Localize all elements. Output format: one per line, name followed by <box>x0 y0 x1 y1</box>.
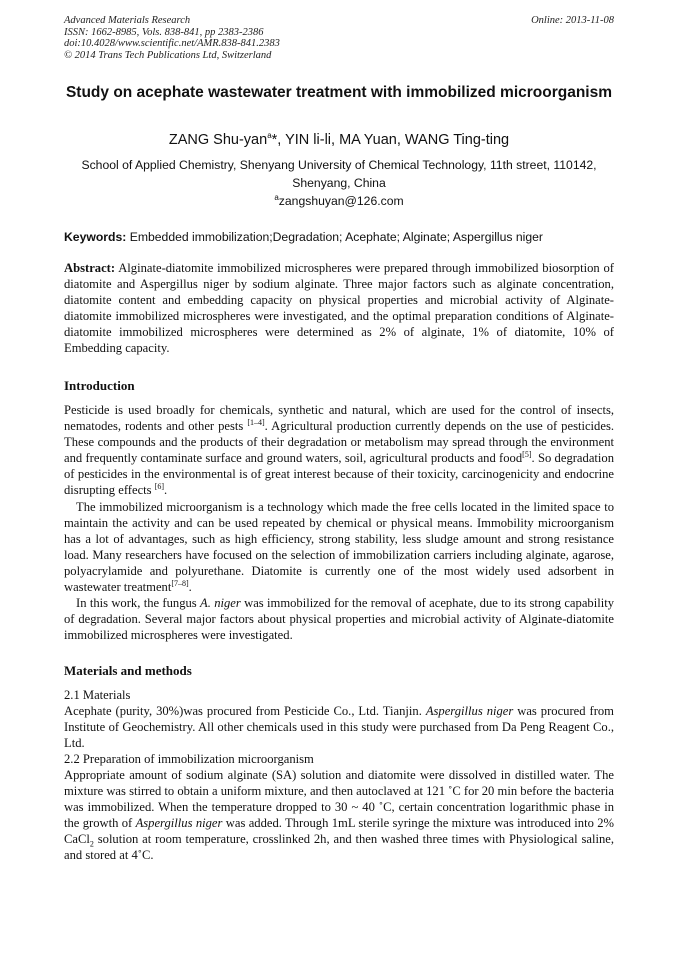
materials-paragraph <box>64 703 614 751</box>
intro-paragraph-3 <box>64 595 614 643</box>
subsection-heading-materials: 2.1 Materials <box>64 688 131 702</box>
paper-title: Study on acephate wastewater treatment with immobilized microorganism <box>65 84 613 101</box>
preparation-text-c: solution at room temperature, crosslinked 2h, and then washed three times with Physiological saline, and stored at 4˚C. <box>64 832 614 863</box>
intro-p3-text-b: was immobilized for the removal of acephate, due to its strong capability of degradation. Several major factors about physical properties and microbial activity of Alginate-diatomite immobilized microspheres were investigated. <box>64 596 614 643</box>
affiliation: School of Applied Chemistry, Shenyang University of Chemical Technology, 11th street, 110142, Shenyang, China <box>81 158 597 190</box>
email-affil-mark: a <box>274 192 279 202</box>
email-address[interactable]: zangshuyan@126.com <box>278 194 404 208</box>
species-name: Aspergillus niger <box>135 816 223 831</box>
section-heading-materials-methods: Materials and methods <box>64 663 192 678</box>
citation-ref[interactable]: [6] <box>154 482 165 492</box>
preparation-text-b: was added. Through 1mL sterile syringe the mixture was introduced into 2% CaCl <box>64 816 614 847</box>
keywords-label: Keywords: <box>64 230 127 244</box>
intro-p3-text-a: In this work, the fungus <box>76 596 201 610</box>
materials-text-a: Acephate (purity, 30%)was procured from Pesticide Co., Ltd. Tianjin. <box>64 704 426 718</box>
doi-line[interactable]: doi:10.4028/www.scientific.net/AMR.838-841.2383 <box>64 38 280 50</box>
intro-p2-text-a: The immobilized microorganism is a technology which made the free cells located in the limited space to maintain the activity and can be used repeated by chemical or physical means. Immobility microorganism has a lot of advantages, such as high efficiency, strong stability, less sludge amount and strong resistance load. Many researchers have focused on the selection of immobilization carriers including alginate, agarose, polyacrylamide and polyurethane. Diatomite is currently one of the most widely used adsorbent in wastewater treatment <box>64 500 614 595</box>
online-date: Online: 2013-11-08 <box>531 15 614 26</box>
intro-p1-text-c: . So degradation of pesticides in the environmental is of great interest because of their toxicity, carcinogenicity and endocrine disrupting effects <box>64 451 614 498</box>
author-list <box>64 131 614 149</box>
author-rest: YIN li-li, MA Yuan, WANG Ting-ting <box>281 132 510 148</box>
intro-p1-text-b: . Agricultural production currently depends on the use of pesticides. These compounds and the products of their degradation or metabolism may spread through the environment and frequently contaminate surface and ground waters, soil, agricultural products and food <box>64 419 614 466</box>
intro-p1-text-d: . <box>164 483 168 498</box>
journal-header <box>64 15 614 61</box>
abstract-label: Abstract: <box>64 261 116 275</box>
chemical-subscript: 2 <box>89 839 94 849</box>
preparation-paragraph <box>64 767 614 864</box>
intro-paragraph-1 <box>64 402 614 499</box>
abstract-text: Alginate-diatomite immobilized microspheres were prepared through immobilized biosorption of diatomite and Aspergillus niger by sodium alginate. Three major factors such as alginate concentration, diatomite content and embedding capacity on physical properties and microbial activity of Alginate-diatomite immobilized microspheres were investigated, and the optimal preparation conditions of Alginate-diatomite immobilized microspheres were determined as 2% of alginate, 1% of diatomite, 10% of Embedding capacity. <box>64 261 614 356</box>
species-name: A. niger <box>200 596 241 610</box>
citation-ref[interactable]: [7–8] <box>171 579 189 589</box>
author-first: ZANG Shu-yan <box>168 132 268 148</box>
issn-line: ISSN: 1662-8985, Vols. 838-841, pp 2383-2386 <box>64 26 264 38</box>
citation-ref[interactable]: [1–4] <box>247 417 265 427</box>
intro-p2-text-b: . <box>188 580 192 595</box>
section-heading-introduction: Introduction <box>64 378 135 393</box>
materials-text-b: was procured from Institute of Geochemistry. All other chemicals used in this study were purchased from Da Peng Reagent Co., Ltd. <box>64 704 614 751</box>
intro-p1-text-a: Pesticide is used broadly for chemicals, synthetic and natural, which are used for the control of insects, nematodes, rodents and other pests <box>64 403 614 434</box>
preparation-text-a: Appropriate amount of sodium alginate (SA) solution and diatomite were dissolved in distilled water. The mixture was stirred to obtain a uniform mixture, and then autoclaved at 121 ˚C for 20 min before the bacteria was immobilized. When the temperature dropped to 30 ~ 40 ˚C, certain concentration logarithmic phase in the growth of <box>64 768 614 831</box>
keywords <box>64 229 614 245</box>
author-email <box>64 193 614 209</box>
intro-paragraph-2 <box>64 499 614 596</box>
copyright-line: © 2014 Trans Tech Publications Ltd, Switzerland <box>64 49 272 61</box>
author-first-affil-mark: a <box>267 131 272 141</box>
abstract <box>64 260 614 357</box>
keywords-text: Embedded immobilization;Degradation; Acephate; Alginate; Aspergillus niger <box>126 230 543 244</box>
subsection-heading-preparation: 2.2 Preparation of immobilization microorganism <box>64 752 314 766</box>
journal-name: Advanced Materials Research <box>64 15 191 26</box>
corresponding-mark: *, <box>271 132 282 148</box>
species-name: Aspergillus niger <box>425 704 514 718</box>
citation-ref[interactable]: [5] <box>522 450 532 460</box>
